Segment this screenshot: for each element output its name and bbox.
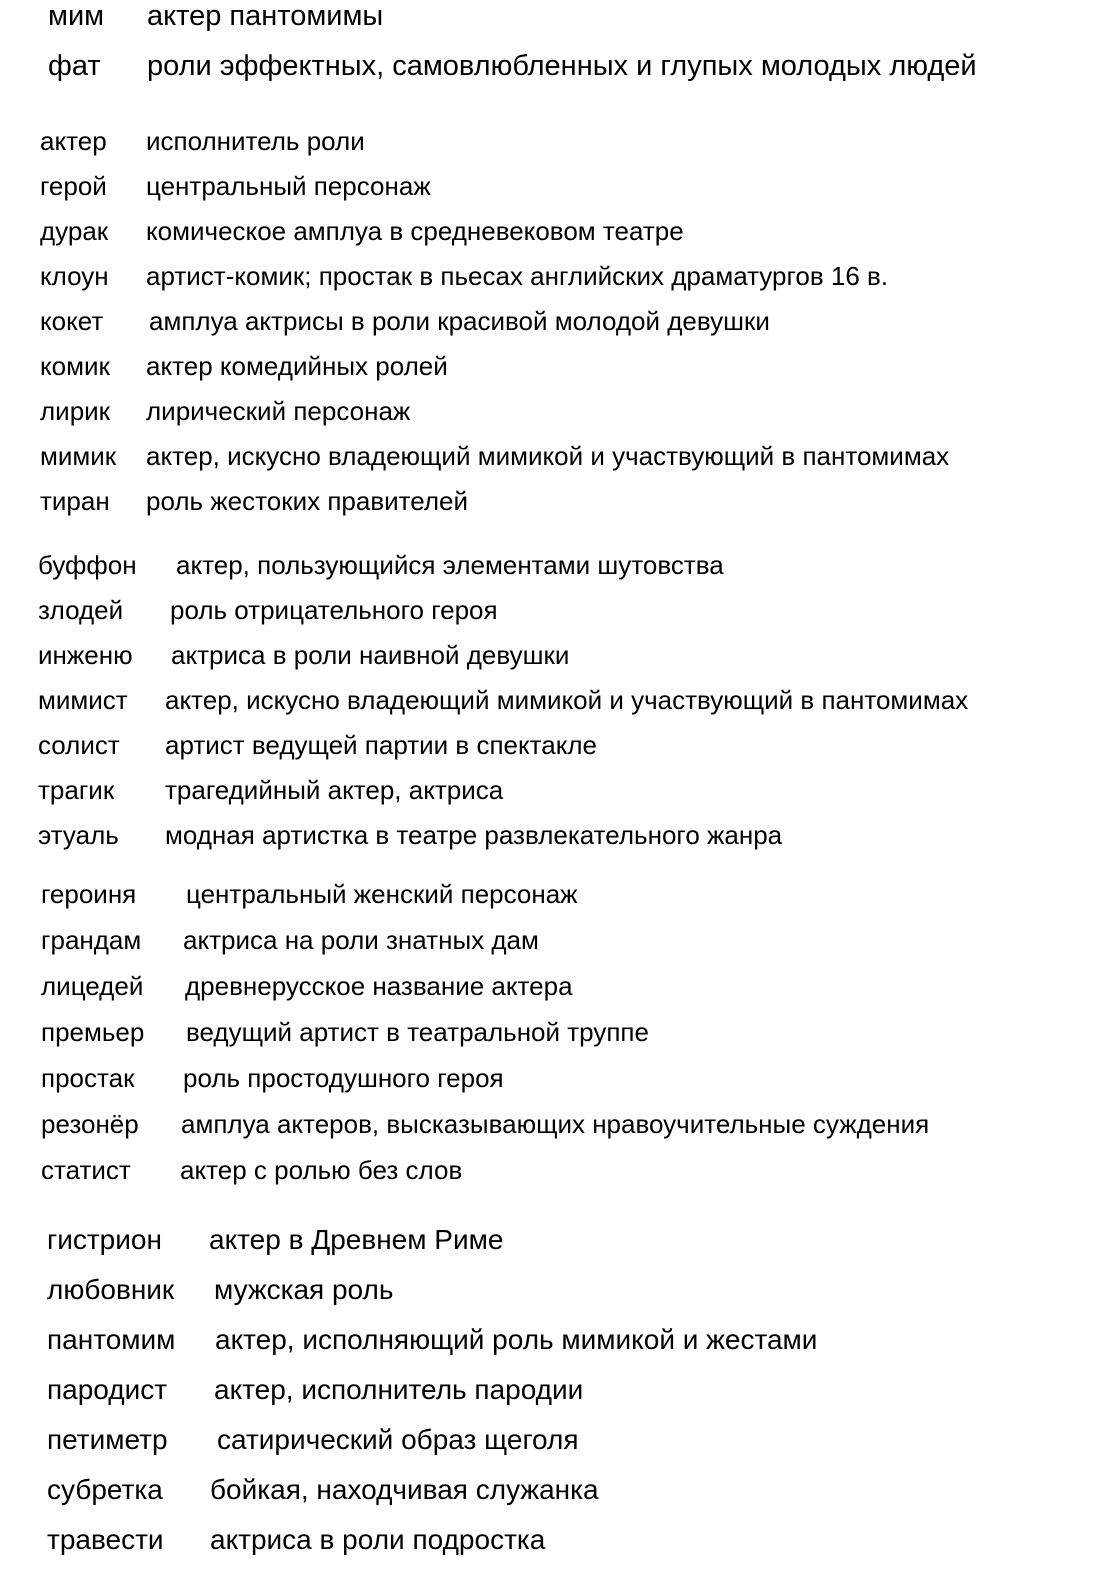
entry-definition: центральный персонаж [146, 171, 431, 201]
entry-definition: актер комедийных ролей [146, 351, 448, 381]
entry-definition: артист ведущей партии в спектакле [165, 730, 598, 760]
entry-definition: бойкая, находчивая служанка [210, 1474, 599, 1505]
entry-term: травести [47, 1524, 164, 1555]
entry-definition: роль жестоких правителей [146, 486, 469, 516]
entry-definition: модная артистка в театре развлекательного жанра [165, 820, 783, 850]
entry-definition: исполнитель роли [146, 126, 365, 156]
entry-term: пантомим [47, 1324, 176, 1355]
entry-term: субретка [47, 1474, 163, 1505]
entry-definition: амплуа актеров, высказывающих нравоучительные суждения [181, 1109, 930, 1139]
entry-definition: актер пантомимы [147, 0, 384, 32]
entry-term: петиметр [47, 1424, 168, 1455]
entry-term: актер [40, 126, 107, 156]
entry-term: кокет [40, 306, 104, 336]
entry-term: инженю [38, 640, 133, 670]
entry-definition: мужская роль [214, 1274, 394, 1305]
entry-term: буффон [38, 550, 137, 580]
entry-definition: лирический персонаж [146, 396, 411, 426]
entry-term: мим [48, 0, 105, 32]
entry-term: дурак [40, 216, 109, 246]
entry-term: солист [38, 730, 120, 760]
entry-definition: трагедийный актер, актриса [165, 775, 504, 805]
entry-term: грандам [41, 925, 142, 955]
entry-term: гистрион [47, 1224, 162, 1255]
entry-definition: актер в Древнем Риме [209, 1224, 504, 1255]
entry-term: герой [40, 171, 107, 201]
entry-definition: актриса в роли подростка [210, 1524, 546, 1555]
entry-definition: комическое амплуа в средневековом театре [146, 216, 684, 246]
entry-definition: актер, исполнитель пародии [214, 1374, 584, 1405]
entry-definition: актер с ролью без слов [180, 1155, 463, 1185]
entry-definition: роль отрицательного героя [170, 595, 498, 625]
entry-term: простак [41, 1063, 135, 1093]
entry-definition: сатирический образ щеголя [217, 1424, 579, 1455]
entry-term: любовник [47, 1274, 175, 1305]
entry-definition: актриса в роли наивной девушки [171, 640, 570, 670]
entry-definition: центральный женский персонаж [186, 879, 578, 909]
entry-term: этуаль [38, 820, 119, 850]
entry-term: мимик [40, 441, 117, 471]
entry-definition: актер, искусно владеющий мимикой и участвующий в пантомимах [146, 441, 950, 471]
entry-term: комик [40, 351, 110, 381]
entry-term: мимист [38, 685, 128, 715]
entry-definition: актер, исполняющий роль мимикой и жестами [215, 1324, 818, 1355]
entry-definition: роль простодушного героя [183, 1063, 504, 1093]
entry-term: клоун [40, 261, 109, 291]
entry-definition: амплуа актрисы в роли красивой молодой девушки [149, 306, 770, 336]
entry-term: статист [41, 1155, 131, 1185]
entry-term: лирик [40, 396, 111, 426]
entry-term: тиран [40, 486, 110, 516]
entry-term: лицедей [41, 971, 144, 1001]
entry-term: трагик [38, 775, 115, 805]
entry-definition: актриса на роли знатных дам [183, 925, 539, 955]
entry-definition: актер, пользующийся элементами шутовства [176, 550, 724, 580]
entry-term: злодей [38, 595, 124, 625]
entry-term: героиня [41, 879, 137, 909]
entry-definition: роли эффектных, самовлюбленных и глупых молодых людей [147, 50, 977, 82]
entry-term: премьер [41, 1017, 145, 1047]
entry-term: пародист [47, 1374, 168, 1405]
entry-definition: древнерусское название актера [185, 971, 573, 1001]
entry-term: резонёр [41, 1109, 139, 1139]
entry-definition: артист-комик; простак в пьесах английских драматургов 16 в. [146, 261, 889, 291]
entry-definition: актер, искусно владеющий мимикой и участвующий в пантомимах [165, 685, 969, 715]
entry-definition: ведущий артист в театральной труппе [186, 1017, 649, 1047]
entry-term: фат [48, 50, 101, 82]
